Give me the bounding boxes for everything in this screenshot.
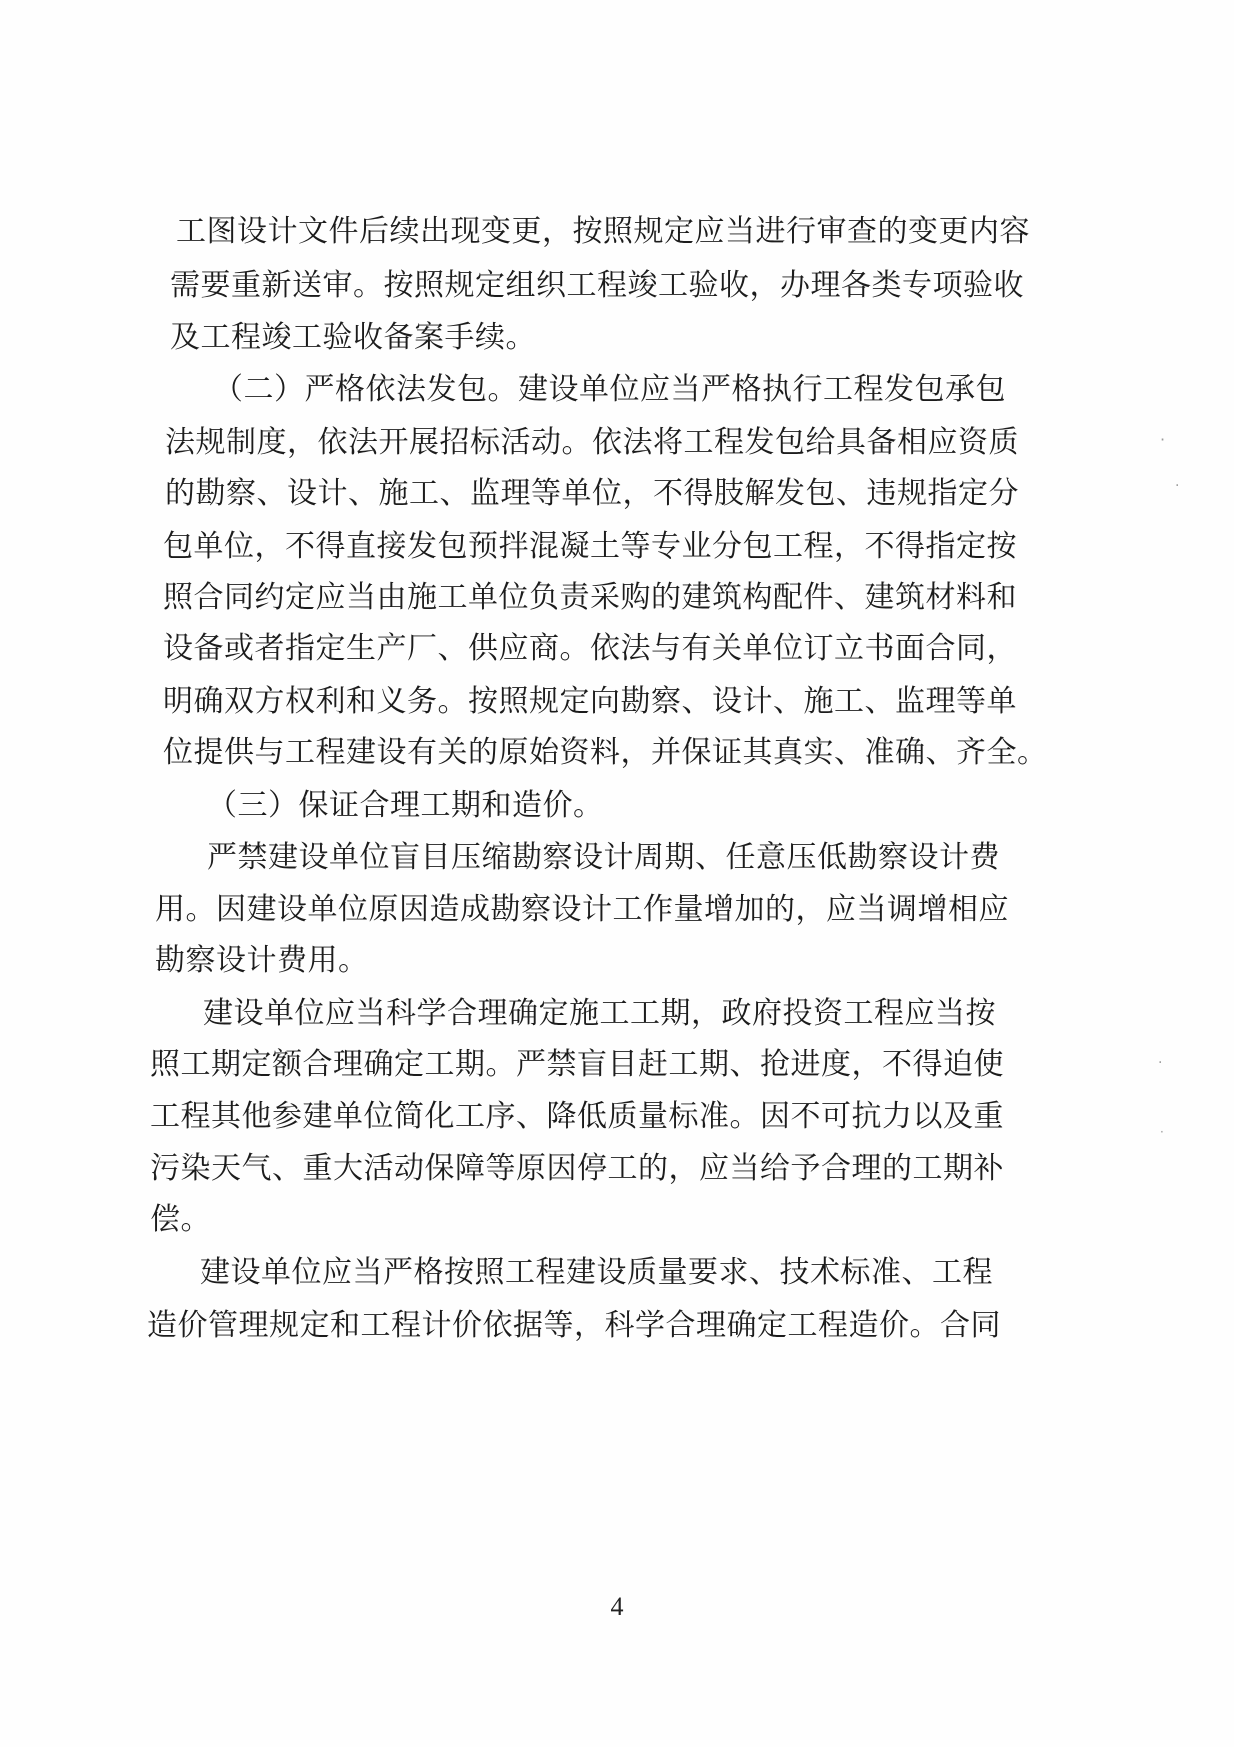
text-line: 包单位，不得直接发包预拌混凝土等专业分包工程，不得指定按: [163, 529, 1017, 564]
text-line: 需要重新送审。按照规定组织工程竣工验收，办理各类专项验收: [170, 268, 1024, 303]
scan-speck-icon: ·: [1160, 1125, 1164, 1139]
text-line: 污染天气、重大活动保障等原因停工的，应当给予合理的工期补: [150, 1151, 1004, 1186]
text-line: 造价管理规定和工程计价依据等，科学合理确定工程造价。合同: [147, 1308, 1001, 1343]
scan-speck-icon: ·: [1160, 430, 1166, 449]
scan-speck-icon: ·: [1158, 1055, 1163, 1071]
text-line: 勘察设计费用。: [155, 943, 369, 978]
text-line: 工图设计文件后续出现变更，按照规定应当进行审查的变更内容: [176, 214, 1030, 249]
scan-speck-icon: ·: [1175, 478, 1180, 494]
text-line: 照合同约定应当由施工单位负责采购的建筑构配件、建筑材料和: [163, 580, 1017, 615]
text-line: 明确双方权利和义务。按照规定向勘察、设计、施工、监理等单: [163, 684, 1017, 719]
page-number: 4: [610, 1592, 624, 1621]
text-line: 及工程竣工验收备案手续。: [170, 320, 536, 355]
text-line: 设备或者指定生产厂、供应商。依法与有关单位订立书面合同，: [163, 631, 1017, 666]
text-line: 建设单位应当严格按照工程建设质量要求、技术标准、工程: [200, 1255, 993, 1290]
section-heading: （二）严格依法发包。建设单位应当严格执行工程发包承包: [213, 372, 1006, 407]
text-line: 位提供与工程建设有关的原始资料，并保证其真实、准确、齐全。: [163, 735, 1048, 770]
text-line: 法规制度，依法开展招标活动。依法将工程发包给具备相应资质: [165, 425, 1019, 460]
text-line: 工程其他参建单位简化工序、降低质量标准。因不可抗力以及重: [150, 1099, 1004, 1134]
section-heading: （三）保证合理工期和造价。: [207, 788, 604, 823]
text-line: 的勘察、设计、施工、监理等单位，不得肢解发包、违规指定分: [165, 476, 1019, 511]
text-line: 建设单位应当科学合理确定施工工期，政府投资工程应当按: [203, 996, 996, 1031]
text-line: 照工期定额合理确定工期。严禁盲目赶工期、抢进度，不得迫使: [150, 1047, 1004, 1082]
text-line: 偿。: [150, 1202, 211, 1237]
text-line: 用。因建设单位原因造成勘察设计工作量增加的，应当调增相应: [155, 892, 1009, 927]
text-line: 严禁建设单位盲目压缩勘察设计周期、任意压低勘察设计费: [207, 840, 1000, 875]
